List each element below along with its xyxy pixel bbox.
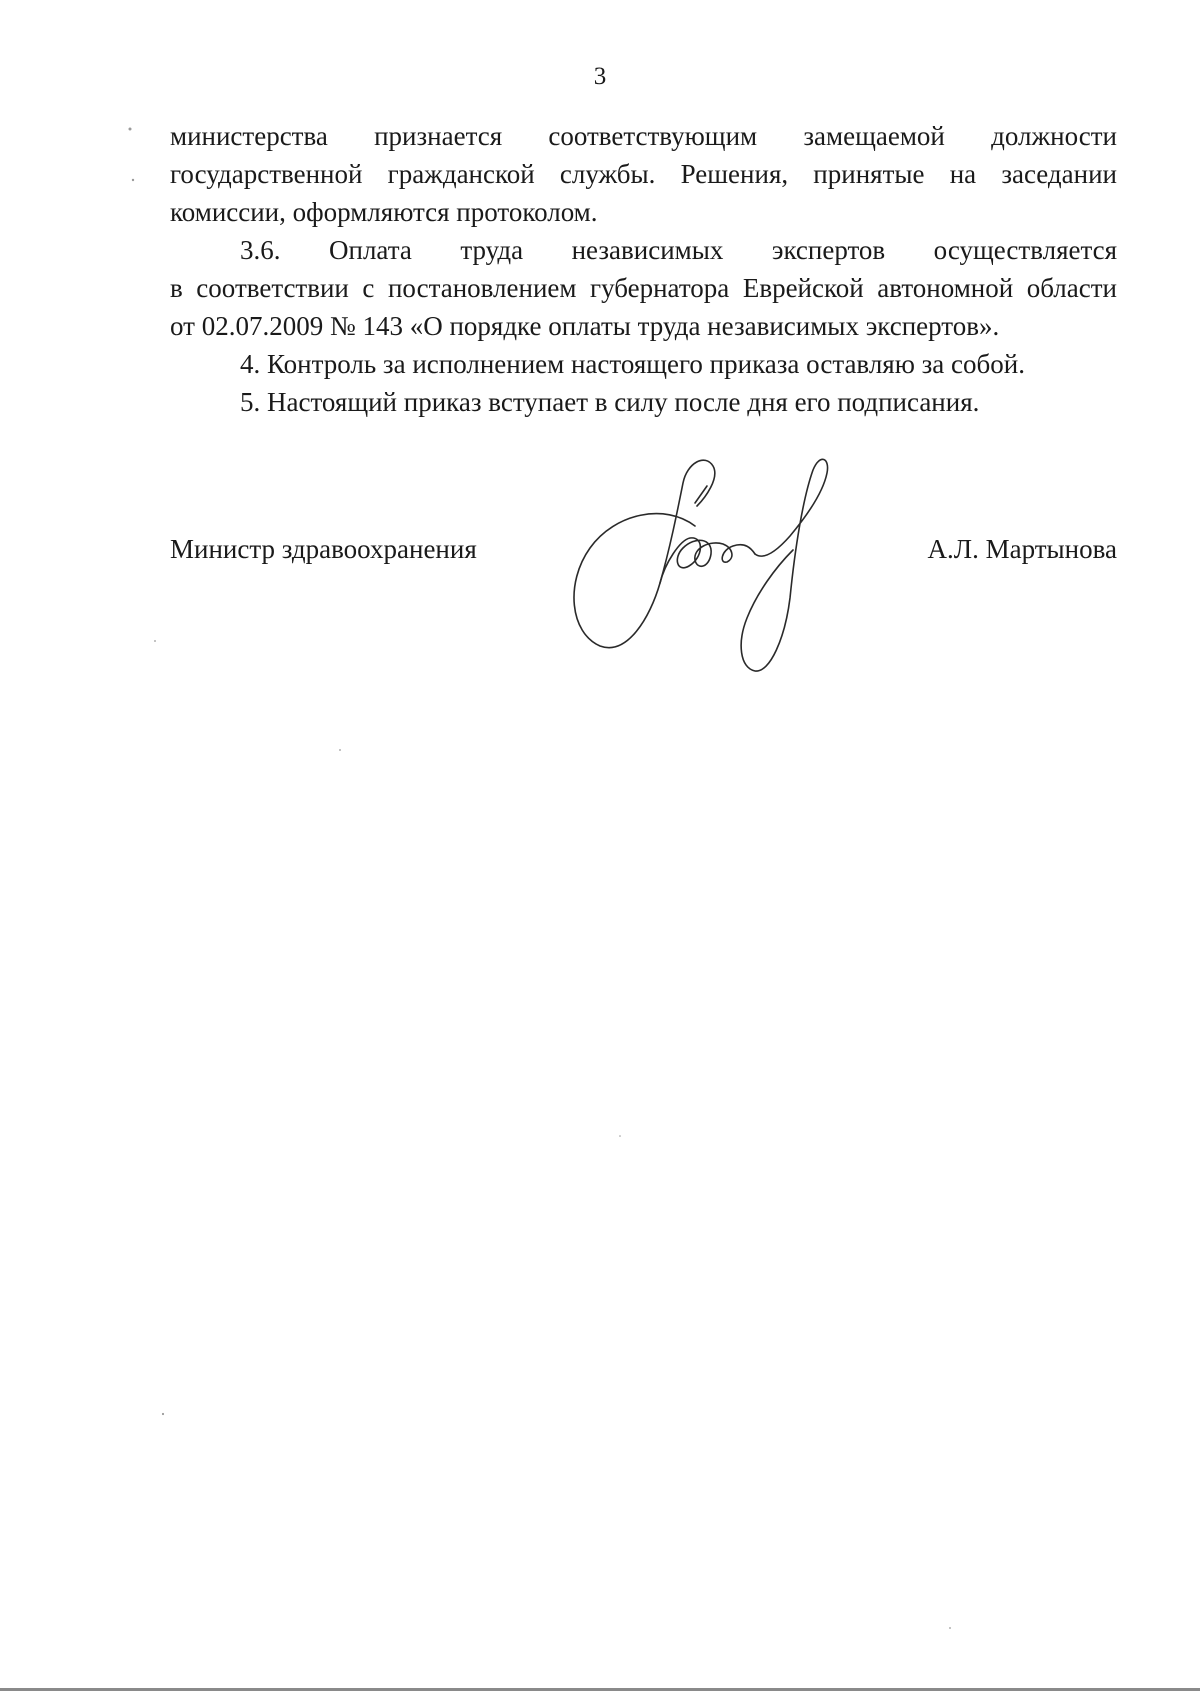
- signatory-position: Министр здравоохранения: [170, 534, 477, 564]
- paragraph-line: от 02.07.2009 № 143 «О порядке оплаты труда независимых экспертов».: [170, 311, 1000, 341]
- signatory-name: А.Л. Мартынова: [927, 534, 1117, 564]
- paragraph-line: 3.6. Оплата труда независимых экспертов осуществляется: [240, 235, 1117, 265]
- paragraph-line: комиссии, оформляются протоколом.: [170, 197, 598, 227]
- page-number: 3: [593, 63, 607, 90]
- paragraph-continuation: [170, 117, 1117, 231]
- paragraph-line: министерства признается соответствующим замещаемой должности: [170, 121, 1117, 151]
- paragraph-line: 4. Контроль за исполнением настоящего приказа оставляю за собой.: [240, 349, 1025, 379]
- paragraph-5: [170, 383, 1117, 421]
- paragraph-3-6: [170, 231, 1117, 345]
- bottom-scan-edge: [0, 1688, 1200, 1691]
- paragraph-line: 5. Настоящий приказ вступает в силу после дня его подписания.: [240, 387, 980, 417]
- paragraph-line: в соответствии с постановлением губернатора Еврейской автономной области: [170, 273, 1117, 303]
- paragraph-4: [170, 345, 1117, 383]
- paragraph-line: государственной гражданской службы. Решения, принятые на заседании: [170, 159, 1117, 189]
- handwritten-signature: [565, 458, 865, 688]
